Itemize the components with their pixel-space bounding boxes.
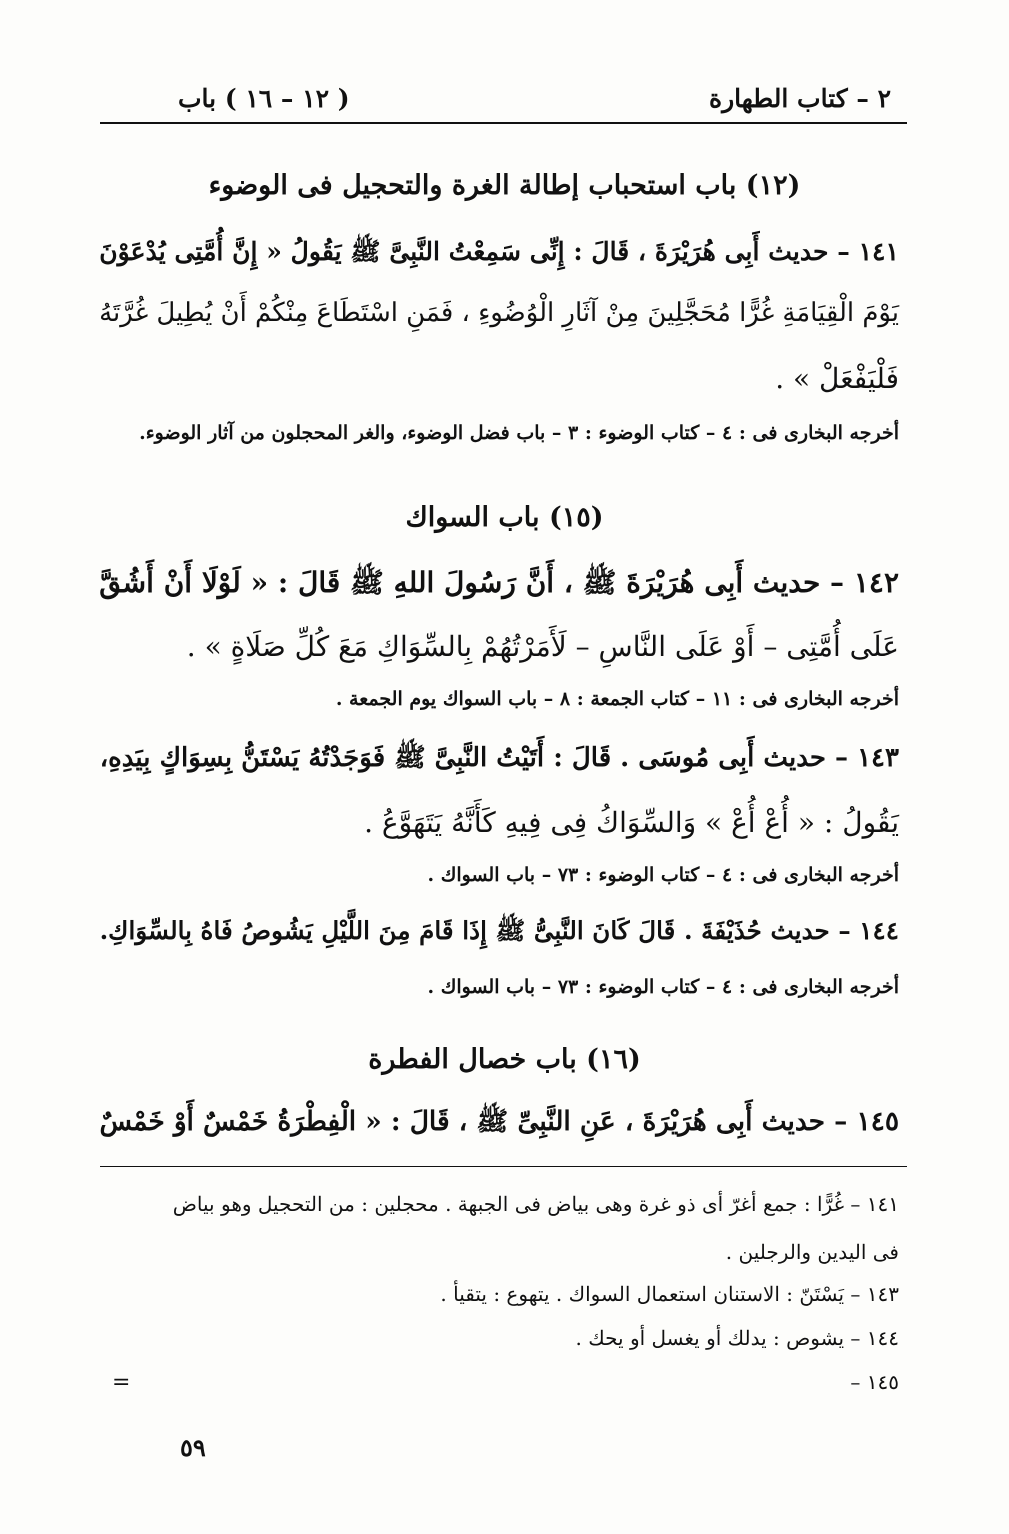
hadith-143-source: أخرجه البخارى فى : ٤ – كتاب الوضوء : ٧٣ – باب السواك .: [427, 864, 899, 886]
running-title: ٢ – كتاب الطهارة: [708, 84, 891, 113]
section-title: (١٦) باب خصال الفطرة: [368, 1044, 641, 1075]
hadith-144-source: أخرجه البخارى فى : ٤ – كتاب الوضوء : ٧٣ – باب السواك .: [427, 976, 899, 998]
continuation-mark: =: [112, 1370, 131, 1395]
footnote-line: فى اليدين والرجلين .: [725, 1240, 899, 1264]
hadith-141-line-1: ١٤١ – حديث أَبِى هُرَيْرَةَ ، قَالَ : إِنِّى سَمِعْتُ النَّبِىَّ ﷺ يَقُولُ « إِنَّ أُمَّتِى يُدْعَوْنَ: [99, 236, 899, 266]
chapter-range: ( ١٢ – ١٦ ) باب: [178, 84, 350, 113]
hadith-141-line-3: فَلْيَفْعَلْ » .: [775, 362, 899, 395]
hadith-144-line-1: ١٤٤ – حديث حُذَيْفَةَ . قَالَ كَانَ النَّبِىُّ ﷺ إِذَا قَامَ مِنَ اللَّيْلِ يَشُوصُ فَاهُ بِالسِّوَاكِ.: [99, 916, 899, 945]
footnote-rule: [100, 1166, 907, 1167]
footnote-line: ١٤٣ – يَسْتَنّ : الاستنان استعمال السواك . يتهوع : يتقيأ .: [440, 1282, 899, 1306]
hadith-145-line-1: ١٤٥ – حديث أَبِى هُرَيْرَةَ ، عَنِ النَّبِىِّ ﷺ ، قَالَ : « الْفِطْرَةُ خَمْسٌ أَوْ خَمْسٌ: [99, 1106, 899, 1137]
section-title: (١٢) باب استحباب إطالة الغرة والتحجيل فى الوضوء: [208, 170, 801, 201]
hadith-142-line-2: عَلَى أُمَّتِى – أَوْ عَلَى النَّاسِ – لَأَمَرْتُهُمْ بِالسِّوَاكِ مَعَ كُلِّ صَلَاةٍ » .: [186, 630, 899, 663]
footnote-line: ١٤٥ –: [850, 1370, 899, 1394]
hadith-142-line-1: ١٤٢ – حديث أَبِى هُرَيْرَةَ ﷺ ، أَنَّ رَسُولَ اللهِ ﷺ قَالَ : « لَوْلَا أَنْ أَشُقَّ: [99, 566, 899, 599]
page-number: ٥٩: [180, 1433, 206, 1462]
footnote-line: ١٤١ – غُرًّا : جمع أغرّ أى ذو غرة وهى بياض فى الجبهة . محجلين : من التحجيل وهو بياض: [172, 1192, 899, 1216]
hadith-142-source: أخرجه البخارى فى : ١١ – كتاب الجمعة : ٨ – باب السواك يوم الجمعة .: [335, 688, 899, 710]
hadith-143-line-2: يَقُولُ : « أُعْ أُعْ » وَالسِّوَاكُ فِى فِيهِ كَأَنَّهُ يَتَهَوَّعُ .: [364, 806, 899, 839]
header-rule: [100, 122, 907, 124]
hadith-141-line-2: يَوْمَ الْقِيَامَةِ غُرًّا مُحَجَّلِينَ مِنْ آثَارِ الْوُضُوءِ ، فَمَنِ اسْتَطَاعَ مِنْكُمْ أَنْ يُطِيلَ غُرَّتَهُ: [99, 298, 899, 328]
section-title: (١٥) باب السواك: [405, 502, 604, 533]
hadith-141-source: أخرجه البخارى فى : ٤ – كتاب الوضوء : ٣ – باب فضل الوضوء، والغر المحجلون من آثار الوضوء.: [139, 422, 899, 444]
hadith-143-line-1: ١٤٣ – حديث أَبِى مُوسَى . قَالَ : أَتَيْتُ النَّبِىَّ ﷺ فَوَجَدْتُهُ يَسْتَنُّ بِسِوَاكٍ بِيَدِهِ،: [99, 743, 899, 773]
footnote-line: ١٤٤ – يشوص : يدلك أو يغسل أو يحك .: [575, 1326, 899, 1350]
